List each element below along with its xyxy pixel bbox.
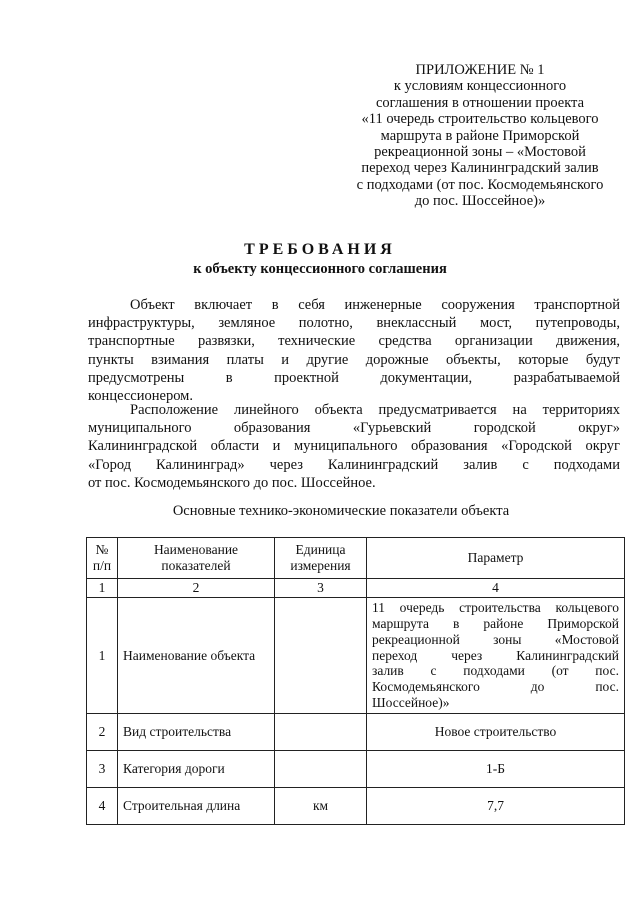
document-title: ТРЕБОВАНИЯ xyxy=(244,241,396,258)
appendix-line: маршрута в районе Приморской xyxy=(380,127,580,144)
param-line: маршрута в районе Приморской xyxy=(372,616,619,631)
paragraph-location xyxy=(88,401,620,492)
text-line: концессионером. xyxy=(88,388,193,405)
column-number: 4 xyxy=(367,579,625,598)
appendix-line: «11 очередь строительство кольцевого xyxy=(361,111,599,128)
appendix-line: к условиям концессионного xyxy=(393,78,567,95)
column-number: 3 xyxy=(275,579,367,598)
table-row xyxy=(87,714,625,751)
text-line: предусмотрены в проектной документации, разрабатываемой xyxy=(88,369,620,386)
table-header-row xyxy=(87,538,625,579)
header-name: Наименование показателей xyxy=(118,538,275,579)
header-num: № п/п xyxy=(87,538,118,579)
param-line: Шоссейное)» xyxy=(372,694,450,710)
text-line: транспортные развязки, технические средства организации движения, xyxy=(88,333,620,350)
row-name: Наименование объекта xyxy=(118,598,275,714)
param-line: рекреационной зоны «Мостовой xyxy=(372,631,619,647)
appendix-heading: ПРИЛОЖЕНИЕ № 1 xyxy=(415,62,545,78)
appendix-block xyxy=(330,62,630,210)
row-param: 7,7 xyxy=(367,788,625,825)
text-line: пункты взимания платы и другие дорожные объекты, которые будут xyxy=(88,351,620,368)
row-num: 3 xyxy=(87,751,118,788)
text-line: Калининградской области и муниципального образования «Городской округ xyxy=(88,438,620,455)
row-num: 1 xyxy=(87,598,118,714)
row-name: Категория дороги xyxy=(118,751,275,788)
appendix-line: до пос. Шоссейное)» xyxy=(414,193,546,210)
text-line: Объект включает в себя инженерные сооружения транспортной xyxy=(130,297,620,313)
indicators-table xyxy=(86,537,625,825)
param-line: 11 очередь строительства кольцевого xyxy=(372,600,619,616)
row-unit xyxy=(275,714,367,751)
table-caption: Основные технико-экономические показатели объекта xyxy=(172,503,510,519)
header-unit: Единица измерения xyxy=(275,538,367,579)
row-param: Новое строительство xyxy=(367,714,625,751)
appendix-line: переход через Калининградский залив xyxy=(361,160,599,177)
row-name: Вид строительства xyxy=(118,714,275,751)
table-row xyxy=(87,788,625,825)
param-line: Космодемьянского до пос. xyxy=(372,679,619,695)
document-subtitle: к объекту концессионного соглашения xyxy=(193,261,447,277)
row-unit xyxy=(275,598,367,714)
table-row xyxy=(87,751,625,788)
param-line: переход через Калининградский xyxy=(372,647,619,663)
param-line: залив с подходами (от пос. xyxy=(372,663,619,679)
paragraph-object-description xyxy=(88,296,620,405)
appendix-line: соглашения в отношении проекта xyxy=(375,94,585,111)
column-numbers-row xyxy=(87,579,625,598)
appendix-line: рекреационной зоны – «Мостовой xyxy=(374,144,586,161)
text-line: Расположение линейного объекта предусматривается на территориях xyxy=(130,402,620,418)
row-unit: км xyxy=(275,788,367,825)
row-param xyxy=(367,598,625,714)
appendix-line: с подходами (от пос. Космодемьянского xyxy=(356,176,604,193)
header-param: Параметр xyxy=(367,538,625,579)
row-name: Строительная длина xyxy=(118,788,275,825)
column-number: 2 xyxy=(118,579,275,598)
text-line: муниципального образования «Гурьевский городской округ» xyxy=(88,420,620,437)
text-line: от пос. Космодемьянского до пос. Шоссейное. xyxy=(88,474,376,491)
row-num: 4 xyxy=(87,788,118,825)
row-param: 1-Б xyxy=(367,751,625,788)
column-number: 1 xyxy=(87,579,118,598)
table-row xyxy=(87,598,625,714)
text-line: «Город Калининград» через Калининградский залив с подходами xyxy=(88,456,620,473)
row-num: 2 xyxy=(87,714,118,751)
row-unit xyxy=(275,751,367,788)
text-line: инфраструктуры, земляное полотно, внеклассный мост, путепроводы, xyxy=(88,315,620,332)
